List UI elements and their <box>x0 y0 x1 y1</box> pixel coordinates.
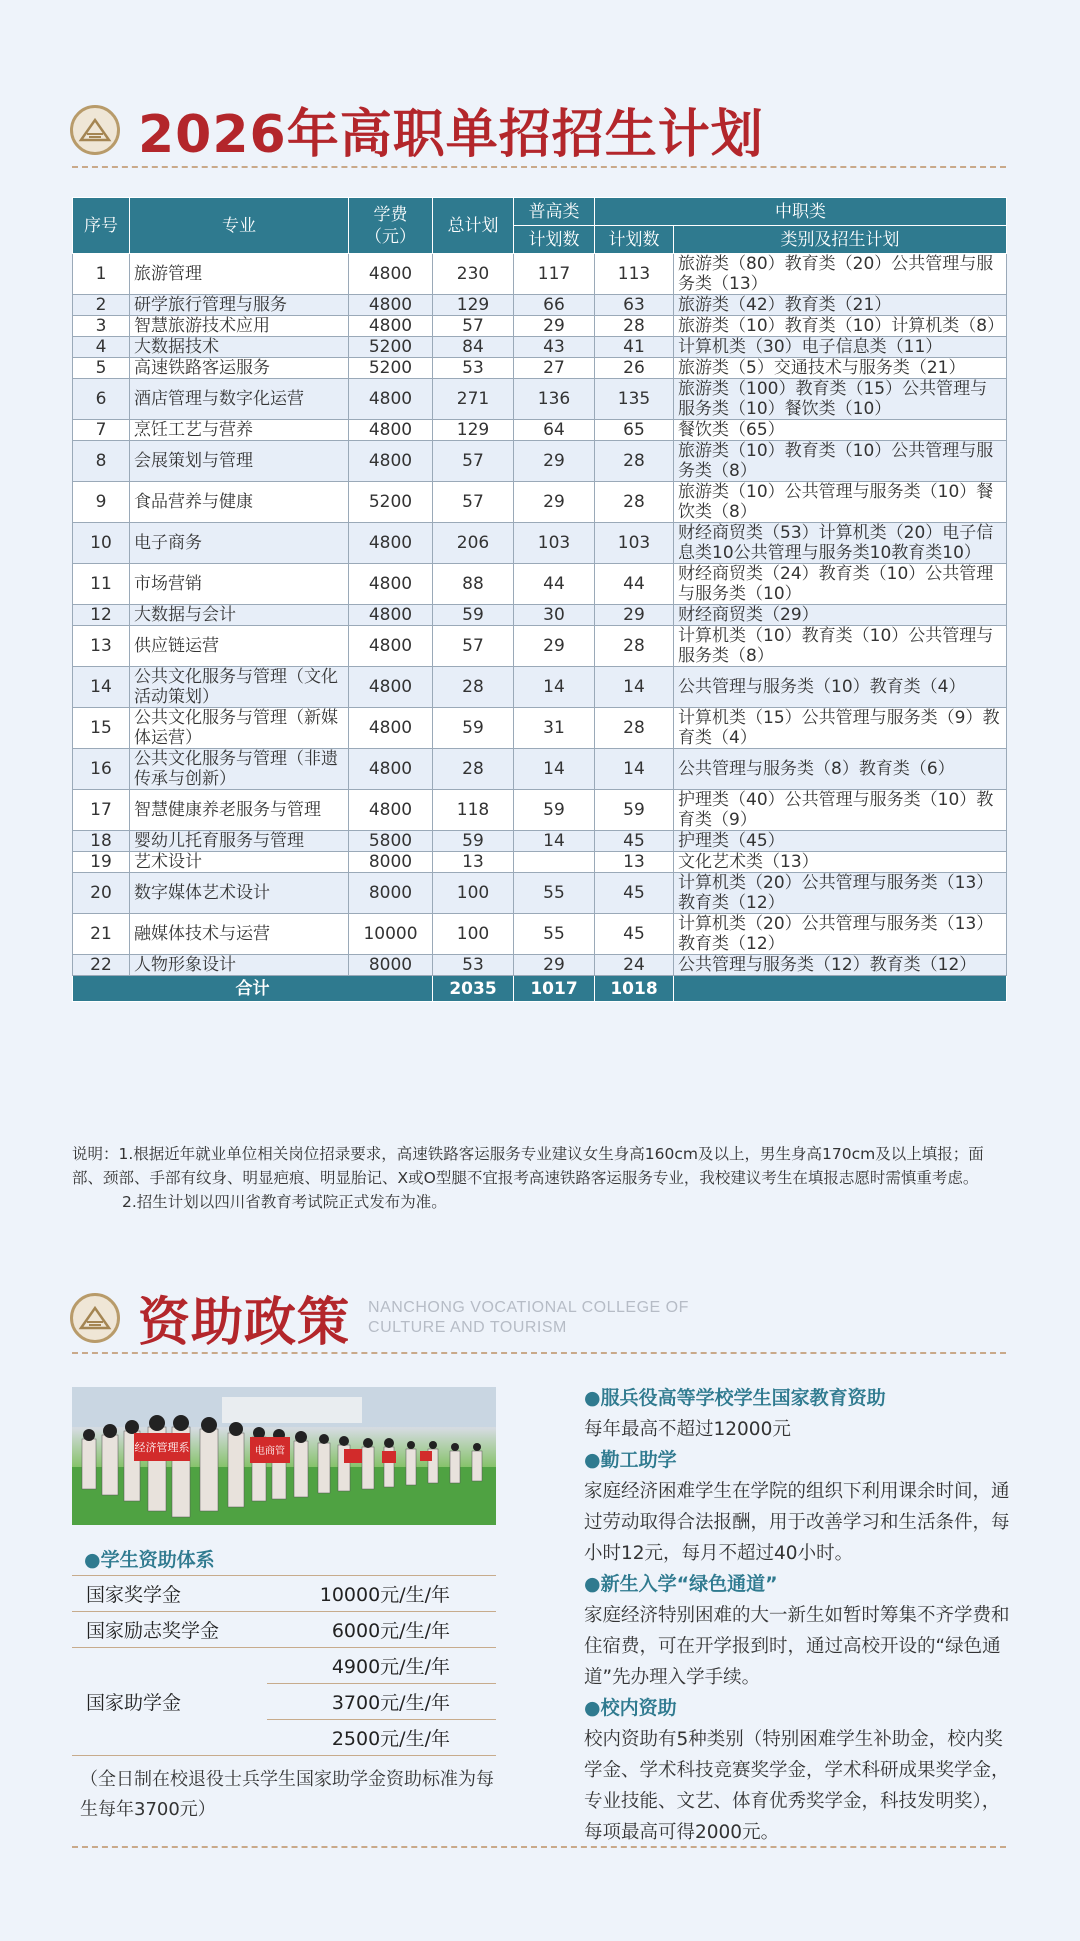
cell-no: 3 <box>73 316 130 337</box>
cell-general: 31 <box>514 708 595 749</box>
cell-general: 29 <box>514 316 595 337</box>
aid-row-scholarship <box>72 1576 496 1612</box>
cell-fee: 4800 <box>349 708 433 749</box>
header-fee <box>349 198 433 254</box>
policy-item <box>584 1569 1014 1693</box>
cell-major: 食品营养与健康 <box>130 482 349 523</box>
cell-total: 230 <box>433 254 514 295</box>
policy-text: 每年最高不超过12000元 <box>584 1419 791 1440</box>
cell-vocational: 45 <box>595 831 674 852</box>
cell-total: 100 <box>433 914 514 955</box>
section2-heading <box>70 1280 689 1355</box>
cell-vocational: 28 <box>595 708 674 749</box>
cell-general: 55 <box>514 873 595 914</box>
cell-fee: 4800 <box>349 564 433 605</box>
table-row <box>73 873 1007 914</box>
cell-fee: 4800 <box>349 605 433 626</box>
policy-text: 家庭经济特别困难的大一新生如暂时筹集不齐学费和住宿费，可在开学报到时，通过高校开设的“绿色通道”先办理入学手续。 <box>584 1605 1010 1688</box>
cell-category: 计算机类（20）公共管理与服务类（13）教育类（12） <box>674 873 1007 914</box>
cell-major: 电子商务 <box>130 523 349 564</box>
cell-vocational: 135 <box>595 379 674 420</box>
cell-category: 计算机类（30）电子信息类（11） <box>674 337 1007 358</box>
aid-value: 3700元/生/年 <box>267 1684 496 1720</box>
cell-category: 公共管理与服务类（8）教育类（6） <box>674 749 1007 790</box>
college-name-line2: CULTURE AND TOURISM <box>368 1318 567 1336</box>
table-row <box>73 523 1007 564</box>
cell-vocational: 45 <box>595 873 674 914</box>
cell-no: 14 <box>73 667 130 708</box>
aid-name: 国家奖学金 <box>72 1576 267 1612</box>
cell-total: 88 <box>433 564 514 605</box>
cell-major: 烹饪工艺与营养 <box>130 420 349 441</box>
cell-vocational: 14 <box>595 749 674 790</box>
policy-heading: ●新生入学“绿色通道” <box>584 1573 778 1595</box>
cell-total: 53 <box>433 955 514 976</box>
cell-total: 129 <box>433 295 514 316</box>
cell-category: 旅游类（80）教育类（20）公共管理与服务类（13） <box>674 254 1007 295</box>
header-vocational: 中职类 <box>595 198 1007 226</box>
cell-total: 13 <box>433 852 514 873</box>
policy-heading: ●勤工助学 <box>584 1449 677 1471</box>
divider <box>72 1352 1006 1354</box>
college-logo-icon <box>70 105 120 155</box>
cell-general: 14 <box>514 831 595 852</box>
cell-major: 智慧健康养老服务与管理 <box>130 790 349 831</box>
cell-no: 16 <box>73 749 130 790</box>
cell-major: 公共文化服务与管理（文化活动策划） <box>130 667 349 708</box>
cell-major: 数字媒体艺术设计 <box>130 873 349 914</box>
cell-total: 129 <box>433 420 514 441</box>
cell-major: 研学旅行管理与服务 <box>130 295 349 316</box>
cell-no: 2 <box>73 295 130 316</box>
cell-vocational: 28 <box>595 441 674 482</box>
cell-no: 18 <box>73 831 130 852</box>
cell-category: 旅游类（42）教育类（21） <box>674 295 1007 316</box>
cell-total: 53 <box>433 358 514 379</box>
cell-total: 206 <box>433 523 514 564</box>
cell-no: 12 <box>73 605 130 626</box>
cell-fee: 4800 <box>349 316 433 337</box>
cell-no: 4 <box>73 337 130 358</box>
cell-category: 文化艺术类（13） <box>674 852 1007 873</box>
aid-name: 国家励志奖学金 <box>72 1612 267 1648</box>
section1-heading <box>70 92 764 167</box>
table-row <box>73 316 1007 337</box>
cell-category: 计算机类（20）公共管理与服务类（13）教育类（12） <box>674 914 1007 955</box>
total-blank <box>674 976 1007 1002</box>
aid-value: 2500元/生/年 <box>267 1720 496 1756</box>
cell-no: 15 <box>73 708 130 749</box>
table-row <box>73 831 1007 852</box>
cell-vocational: 26 <box>595 358 674 379</box>
cell-no: 11 <box>73 564 130 605</box>
cell-major: 人物形象设计 <box>130 955 349 976</box>
enrollment-plan-table <box>72 197 1007 1002</box>
cell-vocational: 65 <box>595 420 674 441</box>
cell-total: 57 <box>433 626 514 667</box>
cell-major: 融媒体技术与运营 <box>130 914 349 955</box>
cell-fee: 5200 <box>349 358 433 379</box>
table-row <box>73 564 1007 605</box>
header-fee-unit: （元） <box>365 226 416 247</box>
cell-no: 17 <box>73 790 130 831</box>
cell-fee: 4800 <box>349 420 433 441</box>
divider <box>72 1846 1006 1848</box>
aid-value: 4900元/生/年 <box>267 1648 496 1684</box>
cell-category: 旅游类（10）公共管理与服务类（10）餐饮类（8） <box>674 482 1007 523</box>
cell-no: 7 <box>73 420 130 441</box>
cell-total: 84 <box>433 337 514 358</box>
cell-category: 公共管理与服务类（10）教育类（4） <box>674 667 1007 708</box>
cell-total: 100 <box>433 873 514 914</box>
header-vocational-count: 计划数 <box>595 226 674 254</box>
aid-value: 6000元/生/年 <box>267 1612 496 1648</box>
cell-general: 55 <box>514 914 595 955</box>
total-vocational: 1018 <box>595 976 674 1002</box>
policy-item <box>584 1383 1014 1445</box>
cell-fee: 5200 <box>349 337 433 358</box>
notes <box>72 1142 1008 1214</box>
cell-vocational: 28 <box>595 482 674 523</box>
cell-fee: 4800 <box>349 749 433 790</box>
cell-no: 9 <box>73 482 130 523</box>
table-row <box>73 379 1007 420</box>
cell-category: 旅游类（5）交通技术与服务类（21） <box>674 358 1007 379</box>
cell-vocational: 63 <box>595 295 674 316</box>
cell-general: 117 <box>514 254 595 295</box>
cell-category: 旅游类（100）教育类（15）公共管理与服务类（10）餐饮类（10） <box>674 379 1007 420</box>
cell-vocational: 45 <box>595 914 674 955</box>
policy-item <box>584 1693 1014 1848</box>
policy-heading: ●校内资助 <box>584 1697 677 1719</box>
cell-vocational: 29 <box>595 605 674 626</box>
students-photo <box>72 1387 496 1525</box>
cell-total: 57 <box>433 316 514 337</box>
cell-category: 计算机类（10）教育类（10）公共管理与服务类（8） <box>674 626 1007 667</box>
header-total: 总计划 <box>433 198 514 254</box>
cell-no: 13 <box>73 626 130 667</box>
total-general: 1017 <box>514 976 595 1002</box>
cell-general: 29 <box>514 441 595 482</box>
table-row <box>73 708 1007 749</box>
cell-fee: 4800 <box>349 667 433 708</box>
cell-major: 会展策划与管理 <box>130 441 349 482</box>
cell-vocational: 44 <box>595 564 674 605</box>
header-general: 普高类 <box>514 198 595 226</box>
cell-vocational: 59 <box>595 790 674 831</box>
cell-fee: 4800 <box>349 523 433 564</box>
cell-total: 28 <box>433 749 514 790</box>
header-major: 专业 <box>130 198 349 254</box>
college-logo-icon <box>70 1293 120 1343</box>
cell-general: 27 <box>514 358 595 379</box>
college-english-name <box>368 1298 689 1338</box>
total-label: 合计 <box>73 976 433 1002</box>
cell-general: 29 <box>514 626 595 667</box>
cell-fee: 5800 <box>349 831 433 852</box>
cell-category: 护理类（40）公共管理与服务类（10）教育类（9） <box>674 790 1007 831</box>
cell-vocational: 28 <box>595 626 674 667</box>
cell-fee: 4800 <box>349 441 433 482</box>
table-row <box>73 605 1007 626</box>
cell-no: 10 <box>73 523 130 564</box>
cell-general: 103 <box>514 523 595 564</box>
cell-no: 6 <box>73 379 130 420</box>
cell-major: 旅游管理 <box>130 254 349 295</box>
total-count: 2035 <box>433 976 514 1002</box>
cell-vocational: 13 <box>595 852 674 873</box>
table-total-row <box>73 976 1007 1002</box>
cell-fee: 8000 <box>349 852 433 873</box>
cell-major: 大数据技术 <box>130 337 349 358</box>
aid-note: （全日制在校退役士兵学生国家助学金资助标准为每生每年3700元） <box>80 1769 494 1820</box>
cell-major: 高速铁路客运服务 <box>130 358 349 379</box>
cell-major: 供应链运营 <box>130 626 349 667</box>
cell-total: 59 <box>433 708 514 749</box>
cell-category: 财经商贸类（29） <box>674 605 1007 626</box>
header-no: 序号 <box>73 198 130 254</box>
header-fee-label: 学费 <box>373 204 408 225</box>
cell-total: 57 <box>433 482 514 523</box>
cell-major: 艺术设计 <box>130 852 349 873</box>
cell-vocational: 28 <box>595 316 674 337</box>
cell-general: 136 <box>514 379 595 420</box>
cell-general: 43 <box>514 337 595 358</box>
table-row <box>73 482 1007 523</box>
policy-item <box>584 1445 1014 1569</box>
table-row <box>73 420 1007 441</box>
college-name-line1: NANCHONG VOCATIONAL COLLEGE OF <box>368 1298 689 1316</box>
cell-no: 19 <box>73 852 130 873</box>
aid-name: 国家助学金 <box>72 1648 267 1756</box>
cell-fee: 4800 <box>349 626 433 667</box>
cell-major: 公共文化服务与管理（新媒体运营） <box>130 708 349 749</box>
cell-fee: 5200 <box>349 482 433 523</box>
table-row <box>73 295 1007 316</box>
cell-general: 29 <box>514 955 595 976</box>
table-row <box>73 358 1007 379</box>
cell-category: 计算机类（15）公共管理与服务类（9）教育类（4） <box>674 708 1007 749</box>
table-row <box>73 790 1007 831</box>
section2-title: 资助政策 <box>138 1293 351 1353</box>
cell-category: 旅游类（10）教育类（10）计算机类（8） <box>674 316 1007 337</box>
table-row <box>73 254 1007 295</box>
cell-total: 118 <box>433 790 514 831</box>
cell-vocational: 24 <box>595 955 674 976</box>
cell-no: 5 <box>73 358 130 379</box>
cell-total: 57 <box>433 441 514 482</box>
cell-major: 酒店管理与数字化运营 <box>130 379 349 420</box>
note-2: 2.招生计划以四川省教育考试院正式发布为准。 <box>122 1193 447 1211</box>
header-general-count: 计划数 <box>514 226 595 254</box>
cell-no: 21 <box>73 914 130 955</box>
cell-general: 44 <box>514 564 595 605</box>
cell-major: 公共文化服务与管理（非遗传承与创新） <box>130 749 349 790</box>
table-row <box>73 852 1007 873</box>
cell-category: 公共管理与服务类（12）教育类（12） <box>674 955 1007 976</box>
aid-table <box>72 1575 496 1756</box>
cell-general: 30 <box>514 605 595 626</box>
cell-general: 64 <box>514 420 595 441</box>
cell-major: 婴幼儿托育服务与管理 <box>130 831 349 852</box>
cell-vocational: 14 <box>595 667 674 708</box>
cell-general: 59 <box>514 790 595 831</box>
aid-row-incentive <box>72 1612 496 1648</box>
note-1: 说明：1.根据近年就业单位相关岗位招录要求，高速铁路客运服务专业建议女生身高160cm及以上，男生身高170cm及以上填报；面部、颈部、手部有纹身、明显疤痕、明显胎记、X或O型腿不宜报考高速铁路客运服务专业，我校建议考生在填报志愿时需慎重考虑。 <box>72 1145 984 1187</box>
policy-list <box>584 1383 1014 1848</box>
cell-fee: 10000 <box>349 914 433 955</box>
cell-fee: 8000 <box>349 873 433 914</box>
aid-row-grant <box>72 1648 496 1684</box>
cell-no: 22 <box>73 955 130 976</box>
table-row <box>73 441 1007 482</box>
table-row <box>73 667 1007 708</box>
policy-text: 校内资助有5种类别（特别困难学生补助金，校内奖学金、学术科技竞赛奖学金，学术科研成果奖学金，专业技能、文艺、体育优秀奖学金，科技发明奖），每项最高可得2000元。 <box>584 1729 1010 1843</box>
cell-vocational: 103 <box>595 523 674 564</box>
cell-no: 8 <box>73 441 130 482</box>
cell-fee: 8000 <box>349 955 433 976</box>
cell-vocational: 113 <box>595 254 674 295</box>
cell-fee: 4800 <box>349 790 433 831</box>
table-row <box>73 337 1007 358</box>
page-title: 2026年高职单招招生计划 <box>138 105 764 165</box>
header-category: 类别及招生计划 <box>674 226 1007 254</box>
cell-total: 59 <box>433 831 514 852</box>
policy-text: 家庭经济困难学生在学院的组织下利用课余时间，通过劳动取得合法报酬，用于改善学习和生活条件，每小时12元，每月不超过40小时。 <box>584 1481 1010 1564</box>
aid-value: 10000元/生/年 <box>267 1576 496 1612</box>
cell-fee: 4800 <box>349 379 433 420</box>
cell-major: 智慧旅游技术应用 <box>130 316 349 337</box>
cell-no: 1 <box>73 254 130 295</box>
cell-category: 旅游类（10）教育类（10）公共管理与服务类（8） <box>674 441 1007 482</box>
cell-total: 59 <box>433 605 514 626</box>
table-row <box>73 749 1007 790</box>
divider <box>72 166 1006 168</box>
aid-system-title: ●学生资助体系 <box>84 1549 215 1571</box>
cell-major: 市场营销 <box>130 564 349 605</box>
cell-general: 29 <box>514 482 595 523</box>
cell-general: 14 <box>514 749 595 790</box>
table-row <box>73 955 1007 976</box>
cell-no: 20 <box>73 873 130 914</box>
cell-total: 271 <box>433 379 514 420</box>
photo-sign-2: 电商管 <box>255 1446 285 1457</box>
cell-total: 28 <box>433 667 514 708</box>
cell-category: 财经商贸类（24）教育类（10）公共管理与服务类（10） <box>674 564 1007 605</box>
table-row <box>73 914 1007 955</box>
cell-general: 14 <box>514 667 595 708</box>
table-row <box>73 626 1007 667</box>
cell-fee: 4800 <box>349 254 433 295</box>
cell-vocational: 41 <box>595 337 674 358</box>
cell-category: 餐饮类（65） <box>674 420 1007 441</box>
cell-category: 护理类（45） <box>674 831 1007 852</box>
policy-heading: ●服兵役高等学校学生国家教育资助 <box>584 1387 886 1409</box>
cell-category: 财经商贸类（53）计算机类（20）电子信息类10公共管理与服务类10教育类10） <box>674 523 1007 564</box>
cell-general: 66 <box>514 295 595 316</box>
cell-general <box>514 852 595 873</box>
cell-fee: 4800 <box>349 295 433 316</box>
photo-sign-1: 经济管理系 <box>134 1441 190 1454</box>
cell-major: 大数据与会计 <box>130 605 349 626</box>
